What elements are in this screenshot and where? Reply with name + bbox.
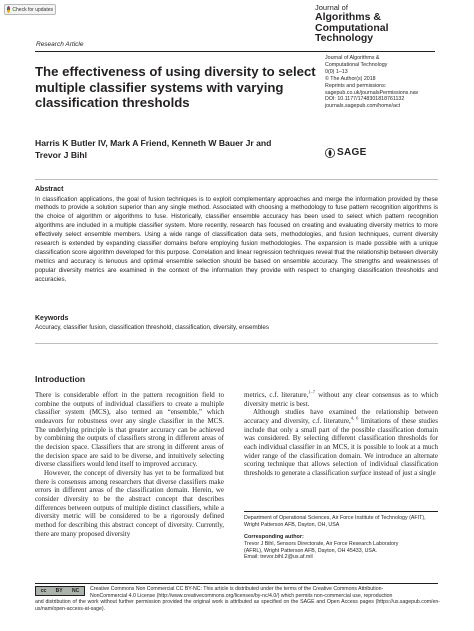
license-line: Creative Commons Non Commercial CC BY-NC: This article is distributed under the terms of the Creative Commons Attribution- xyxy=(90,586,384,592)
paragraph: However, the concept of diversity has yet to be formalized but there is consensus among researchers that diverse classifiers make errors in different areas of the classification domain. Herein, we consider diversity to be the abstract concept that describes differences between outputs of multiple distinct classifiers, while a diversity metric will be considered to be a rigorously defined method for describing this abstract concept of diversity. Currently, there are many proposed diversity xyxy=(35,468,224,538)
license-text xyxy=(90,586,440,599)
affiliation: Department of Operational Sciences, Air Force Institute of Technology (AFIT), Wright Patterson AFB, Dayton, OH, USA xyxy=(244,515,426,528)
paragraph: There is considerable effort in the pattern recognition field to combine the outputs of individual classifiers to create a multiple classifier system (MCS), also termed an “ensemble,” which endeavors for robustness over any single classifier in the MCS. The underlying principle is that greater accuracy can be achieved by combining the outputs of classifiers strong in different areas of the decision space. Classifiers that are strong in different areas of the decision space are said to be diverse, and intuitively selecting diverse classifiers would lend itself to improved accuracy. xyxy=(35,391,224,469)
license-line: NonCommercial 4.0 License (http://www.creativecommons.org/licenses/by-nc/4.0/) which permits non-commercial use, reproduction xyxy=(90,592,393,599)
text-run: metrics, c.f. literature, xyxy=(244,391,309,399)
footnote-rule xyxy=(244,511,438,512)
check-for-updates-label: Check for updates xyxy=(12,6,53,13)
publisher-logo xyxy=(325,147,367,158)
abstract-top-rule xyxy=(35,179,438,180)
corresponding-author-details xyxy=(244,541,438,561)
author-list xyxy=(35,138,325,161)
article-meta xyxy=(325,55,465,110)
keywords-heading: Keywords xyxy=(35,315,69,322)
meta-line[interactable]: journals.sagepub.com/home/act xyxy=(325,103,401,110)
citation-ref[interactable]: 4, 6 xyxy=(350,415,359,421)
meta-line: Journal of Algorithms & xyxy=(325,55,380,61)
creative-commons-badge xyxy=(35,586,85,596)
keywords-text: Accuracy, classifier fusion, classification threshold, classification, diversity, ensembles xyxy=(35,324,269,331)
text-run: without any clear consensus as to which diversity metric is best. xyxy=(244,391,438,408)
publisher-name: SAGE xyxy=(337,147,367,158)
text-run: Although studies have examined the relationship between accuracy and diversity, c.f. literature, xyxy=(244,408,438,425)
corresponding-line: (AFRL), Wright Patterson AFB, Dayton, OH 45433, USA. xyxy=(244,547,377,554)
text-run: limitations of these studies include that only a small part of the possible classification domain was considered. By selecting different classification thresholds for each individual classifier in an MCS, it is possible to look at a much wider range of the classification domain. We introduce an alternate scoring technique that allows selection of individual classification thresholds to generate a classification xyxy=(244,416,439,477)
journal-title xyxy=(315,4,465,44)
meta-line: Reprints and permissions: xyxy=(325,82,387,89)
meta-line[interactable]: DOI: 10.1177/1748301818761132 xyxy=(325,96,405,103)
abstract-text: In classification applications, the goal of fusion techniques is to exploit complementary approaches and merge the information provided by these methods to provide a solution superior than any single method. Associated with choosing a methodology to fuse pattern recognition algorithms is the choice of algorithm or algorithms to fuse. Historically, classifier ensemble accuracy has been used to select which pattern recognition algorithms are included in a multiple classifier system. More recently, research has focused on creating and evaluating diversity metrics to more effectively select ensemble members. Using a wide range of classification data sets, methodologies, and fusion techniques, current diversity research is extended by expanding classifier domains before employing fusion methodologies. The expansion is made possible with a unique classification score algorithm developed for this purpose. Correlation and linear regression techniques reveal that the relationship between diversity metrics and accuracy is tenuous and optimal ensemble selection should be based on ensemble accuracy. The strengths and weaknesses of popular diversity metrics are examined in the context of the information they provide with respect to changing classification thresholds and accuracies. xyxy=(35,195,438,284)
corresponding-line: Trevor J Bihl, Sensors Directorate, Air Force Research Laboratory xyxy=(244,541,399,547)
text-run: instead of just a single xyxy=(371,468,436,477)
paragraph xyxy=(244,391,438,408)
introduction-heading: Introduction xyxy=(35,374,86,384)
by-icon: BY xyxy=(55,588,63,594)
nc-icon: NC xyxy=(72,588,80,594)
article-title: The effectiveness of using diversity to select multiple classifier systems with varying classification thresholds xyxy=(35,64,316,110)
meta-line: Computational Technology xyxy=(325,61,388,68)
cc-icon: cc xyxy=(40,588,47,594)
crossmark-icon xyxy=(7,6,10,13)
sage-logo-icon xyxy=(325,148,335,158)
article-type: Research Article xyxy=(36,41,84,48)
journal-title-line2: Algorithms & xyxy=(315,11,381,23)
journal-title-line3: Computational xyxy=(315,21,389,34)
journal-title-line4: Technology xyxy=(315,32,374,44)
emphasis: surface xyxy=(350,468,372,477)
abstract-bottom-rule xyxy=(35,343,438,344)
body-column-left xyxy=(35,391,224,538)
journal-title-line1: Journal of xyxy=(315,3,348,12)
meta-line: © The Author(s) 2018 xyxy=(325,75,376,82)
header-divider xyxy=(35,51,435,52)
meta-line: 0(0) 1–13 xyxy=(325,68,348,75)
authors-line: Harris K Butler IV, Mark A Friend, Kenneth W Bauer Jr and xyxy=(35,138,272,148)
corresponding-email[interactable]: Email: trevor.bihl.2@us.af.mil xyxy=(244,554,313,561)
abstract-heading: Abstract xyxy=(35,186,64,193)
authors-line: Trevor J Bihl xyxy=(35,149,88,160)
corresponding-author-heading: Corresponding author: xyxy=(244,534,304,540)
body-column-right xyxy=(244,391,438,478)
meta-line[interactable]: sagepub.co.uk/journalsPermissions.nav xyxy=(325,89,419,96)
license-rule xyxy=(35,583,438,584)
citation-ref[interactable]: 1–7 xyxy=(308,389,316,395)
license-text-continued: and distribution of the work without further permission provided the original work is attributed as specified on the SAGE and Open Access pages (https://us.sagepub.com/en-us/nam/open-access-at-sage). xyxy=(35,599,440,612)
check-for-updates-badge[interactable] xyxy=(4,4,56,15)
paragraph xyxy=(244,408,438,477)
